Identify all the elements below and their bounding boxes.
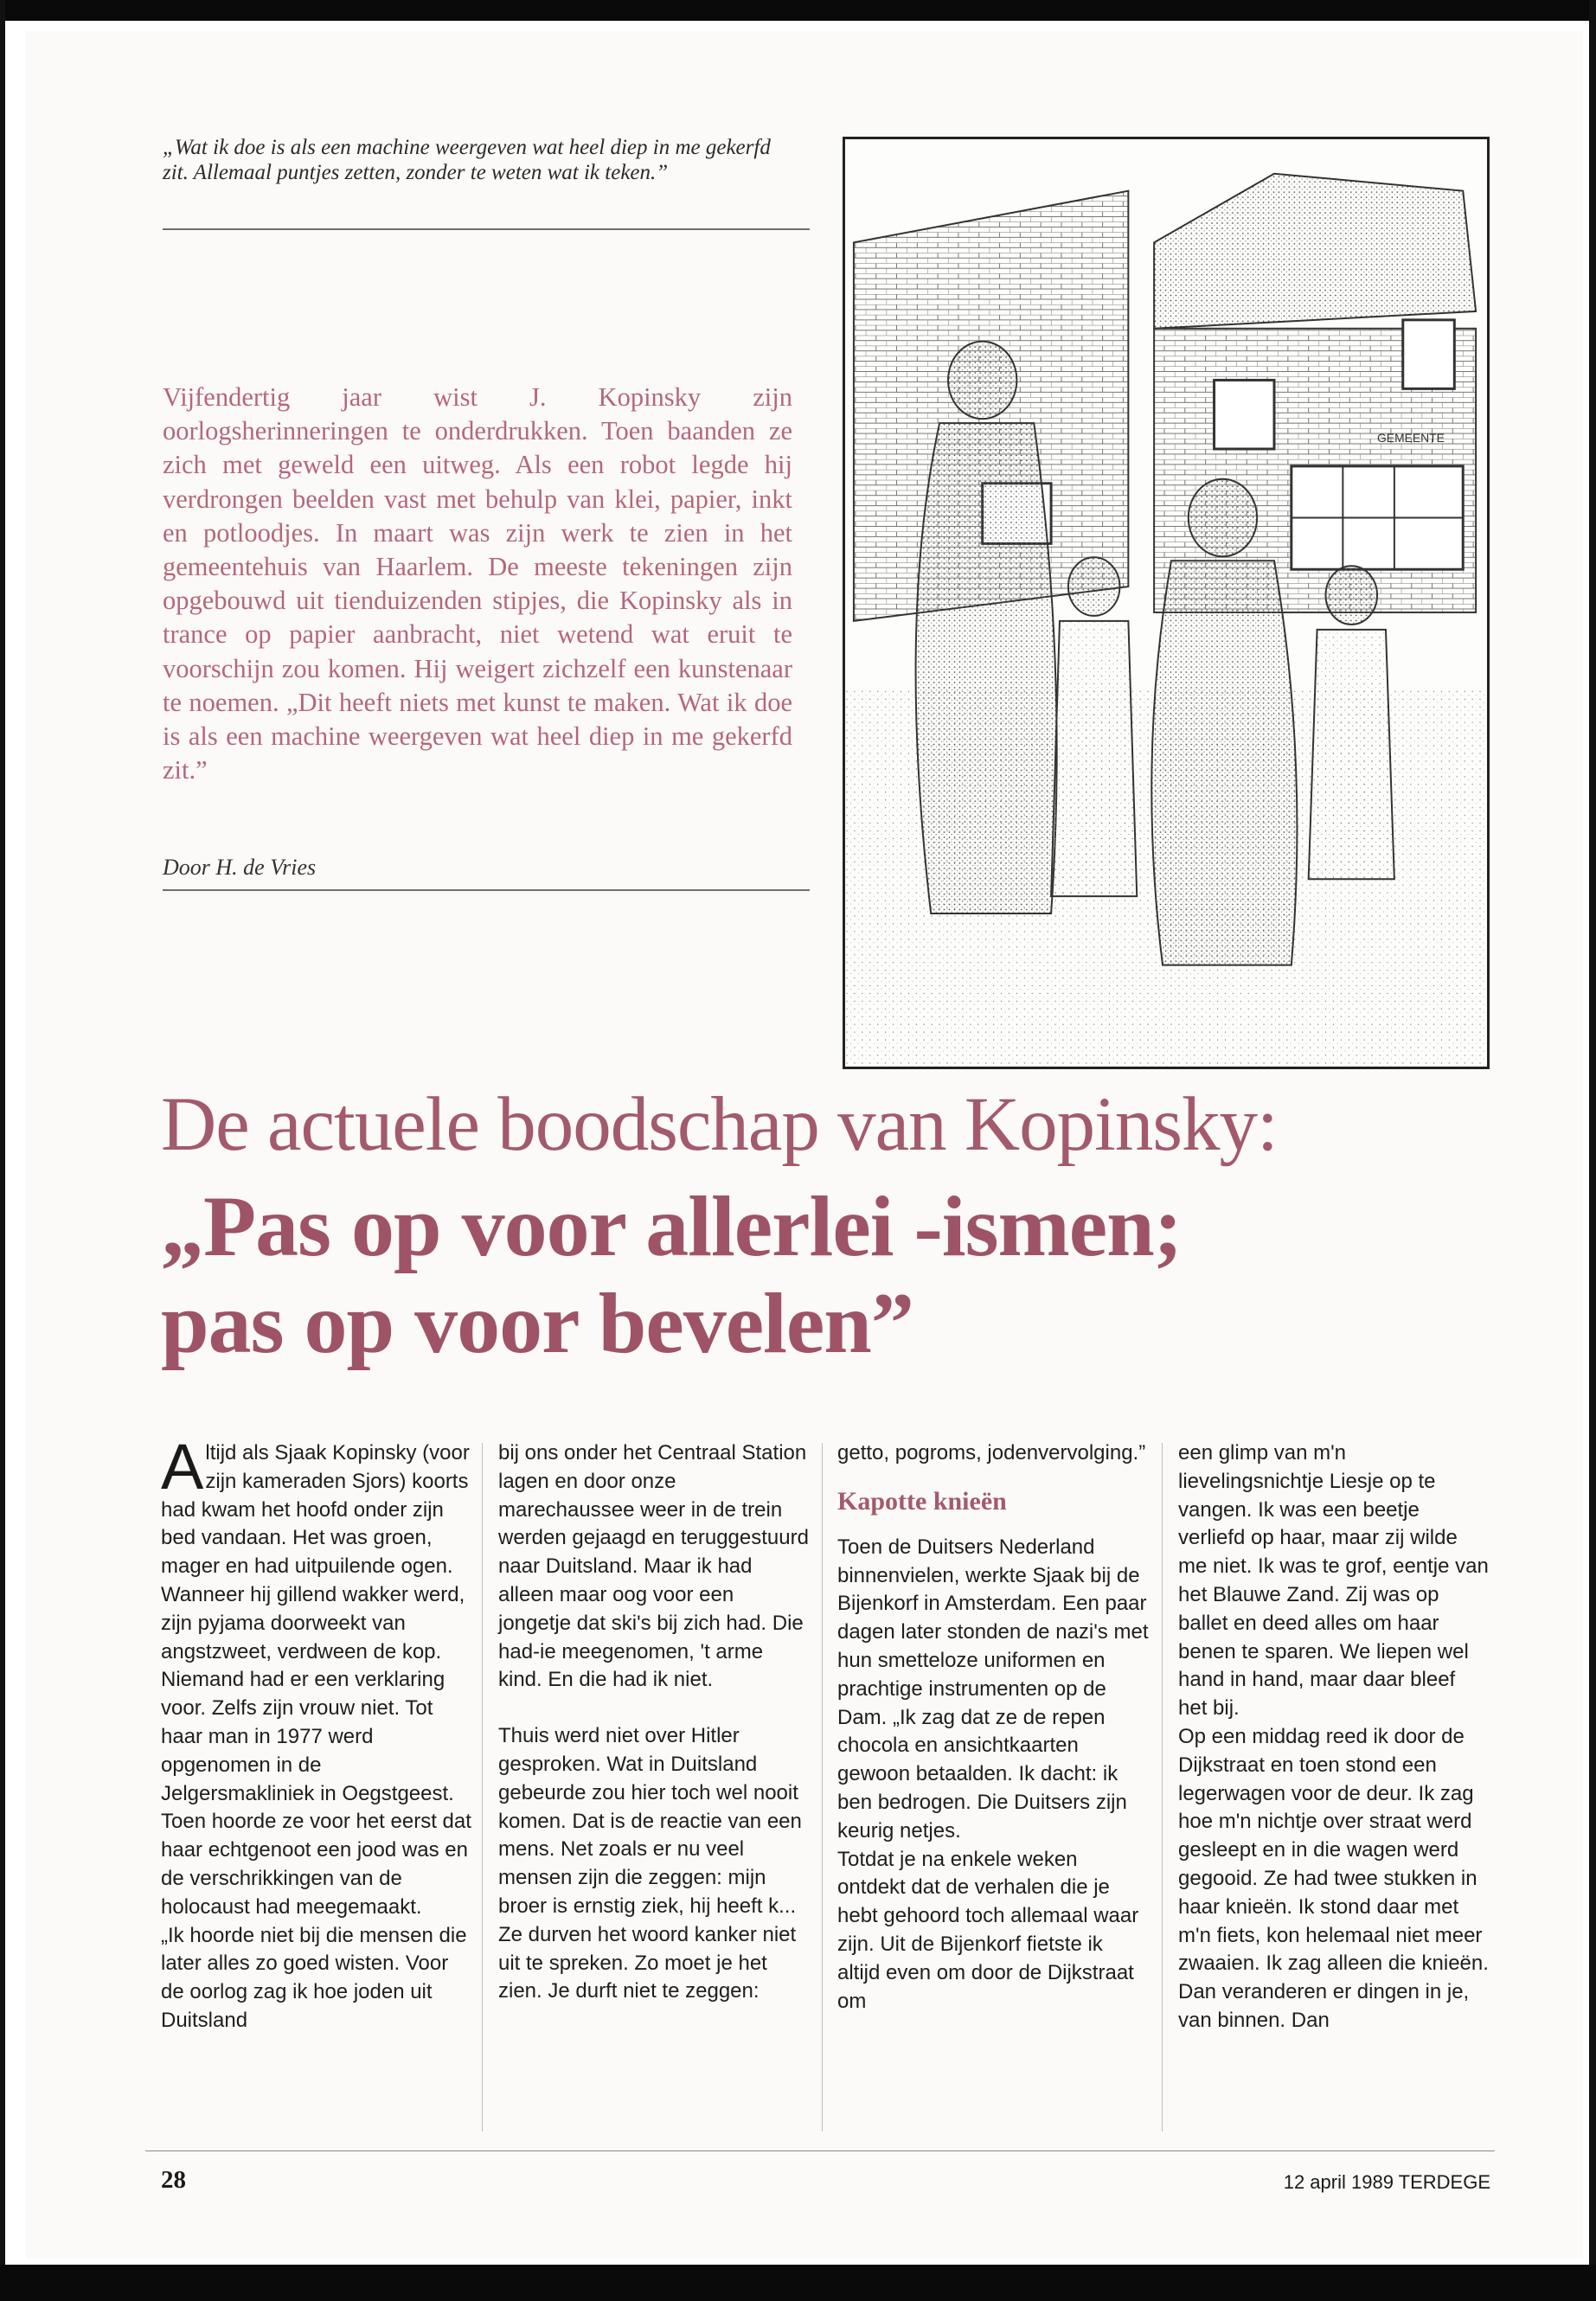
byline: Door H. de Vries bbox=[163, 855, 317, 880]
pull-quote: „Wat ik doe is als een machine weergeven wat heel diep in me gekerfd zit. Allemaal puntjes zetten, zonder te weten wat ik teken.” bbox=[163, 136, 771, 184]
issue-date: 12 april 1989 TERDEGE bbox=[1283, 2171, 1490, 2193]
headline-main bbox=[161, 1178, 1182, 1372]
article-column-1 bbox=[161, 1431, 472, 2035]
paragraph: Op een middag reed ik door de Dijkstraat en toen stond een legerwagen voor de deur. Ik zag hoe m'n nichtje over straat werd gesleept en in die wagen werd gegooid. Ze had twee stukken in haar knieën. Ik stond daar met m'n fiets, kon helemaal niet meer zwaaien. Ik zag alleen die knieën. Dan veranderen er dingen in je, van binnen. Dan bbox=[1178, 1724, 1489, 2032]
byline-divider bbox=[163, 889, 810, 891]
paragraph: Thuis werd niet over Hitler gesproken. Wat in Duitsland gebeurde zou hier toch wel nooit komen. Dat is de reactie van een mens. Net zoals er nu veel mensen zijn die zeggen: mijn broer is ernstig ziek, hij heeft k... Ze durven het woord kanker niet uit te spreken. Zo moet je het zien. Je durft niet te zeggen: bbox=[498, 1724, 802, 2003]
subheading: Kapotte knieën bbox=[837, 1486, 1007, 1516]
scan-border-right bbox=[1589, 0, 1596, 2301]
column-divider bbox=[822, 1443, 823, 2131]
paragraph bbox=[161, 1431, 472, 1922]
paragraph: Totdat je na enkele weken ontdekt dat de verhalen die je hebt gehoord toch allemaal waar zijn. Uit de Bijenkorf fietste ik altijd even om door de Dijkstraat om bbox=[837, 1847, 1139, 2013]
intro-paragraph: Vijfendertig jaar wist J. Kopinsky zijn oorlogsherinneringen te onderdrukken. Toen baanden ze zich met geweld een uitweg. Als een robot legde hij verdrongen beelden vast met behulp van klei, papier, inkt en potloodjes. In maart was zijn werk te zien in het gemeentehuis van Haarlem. De meeste tekeningen zijn opgebouwd uit tienduizenden stipjes, die Kopinsky als in trance op papier aanbracht, niet wetend wat eruit te voorschijn zou komen. Hij weigert zichzelf een kunstenaar te noemen. „Dit heeft niets met kunst te maken. Wat ik doe is als een machine weergeven wat heel diep in me gekerfd zit.” bbox=[163, 382, 792, 785]
paragraph: „Ik hoorde niet bij die mensen die later alles zo goed wisten. Voor de oorlog zag ik hoe joden uit Duitsland bbox=[161, 1923, 467, 2032]
paragraph: bij ons onder het Centraal Station lagen en door onze marechaussee weer in de trein werden gejaagd en teruggestuurd naar Duitsland. Maar ik had alleen maar oog voor een jongetje dat ski's bij zich had. Die had-ie meegenomen, 't arme kind. En die had ik niet. bbox=[498, 1441, 809, 1692]
page-number: 28 bbox=[161, 2166, 186, 2194]
illustration-drawing bbox=[845, 139, 1487, 1067]
headline-line: pas op voor bevelen” bbox=[161, 1275, 913, 1371]
paragraph: een glimp van m'n lievelingsnichtje Liesje op te vangen. Ik was een beetje verliefd op haar, maar zij wilde me niet. Ik was te grof, eentje van het Blauwe Zand. Zij was op ballet en deed alles om haar benen te sparen. We liepen wel hand in hand, maar daar bleef het bij. bbox=[1178, 1441, 1489, 1721]
drop-cap: A bbox=[161, 1431, 204, 1503]
paragraph: getto, pogroms, jodenvervolging.” bbox=[837, 1441, 1146, 1465]
footer-divider bbox=[145, 2150, 1495, 2151]
building-sign: GEMEENTE bbox=[1377, 431, 1445, 445]
column-divider bbox=[1162, 1443, 1163, 2131]
stipple-illustration bbox=[843, 137, 1490, 1069]
scan-border-left bbox=[0, 0, 5, 2301]
scan-border-top bbox=[0, 0, 1596, 21]
article-column-4 bbox=[1178, 1439, 1490, 2035]
paragraph-text: ltijd als Sjaak Kopinsky (voor zijn kameraden Sjors) koorts had kwam het hoofd onder zijn bed vandaan. Het was groen, mager en had uitpuilende ogen. Wanneer hij gillend wakker werd, zijn pyjama doorweekt van angstzweet, verdween de kop. Niemand had er een verklaring voor. Zelfs zijn vrouw niet. Tot haar man in 1977 werd opgenomen in de Jelgersmakliniek in Oegstgeest. Toen hoorde ze voor het eerst dat haar echtgenoot een jood was en de verschrikkingen van de holocaust had meegemaakt. bbox=[161, 1441, 471, 1919]
headline-line: „Pas op voor allerlei -ismen; bbox=[161, 1178, 1183, 1274]
column-divider bbox=[482, 1443, 483, 2131]
article-column-2 bbox=[498, 1439, 810, 2006]
pull-quote-divider bbox=[163, 228, 810, 230]
article-column-3 bbox=[837, 1439, 1149, 2016]
scan-border-bottom bbox=[0, 2265, 1596, 2301]
paragraph: Toen de Duitsers Nederland binnenvielen, werkte Sjaak bij de Bijenkorf in Amsterdam. Een paar dagen later stonden de nazi's met hun smetteloze uniformen en prachtige instrumenten op de Dam. „Ik zag dat ze de repen chocola en ansichtkaarten gewoon betaalden. Ik dacht: ik ben bedrogen. Die Duitsers zijn keurig netjes. bbox=[837, 1535, 1149, 1843]
headline-kicker: De actuele boodschap van Kopinsky: bbox=[161, 1082, 1278, 1167]
